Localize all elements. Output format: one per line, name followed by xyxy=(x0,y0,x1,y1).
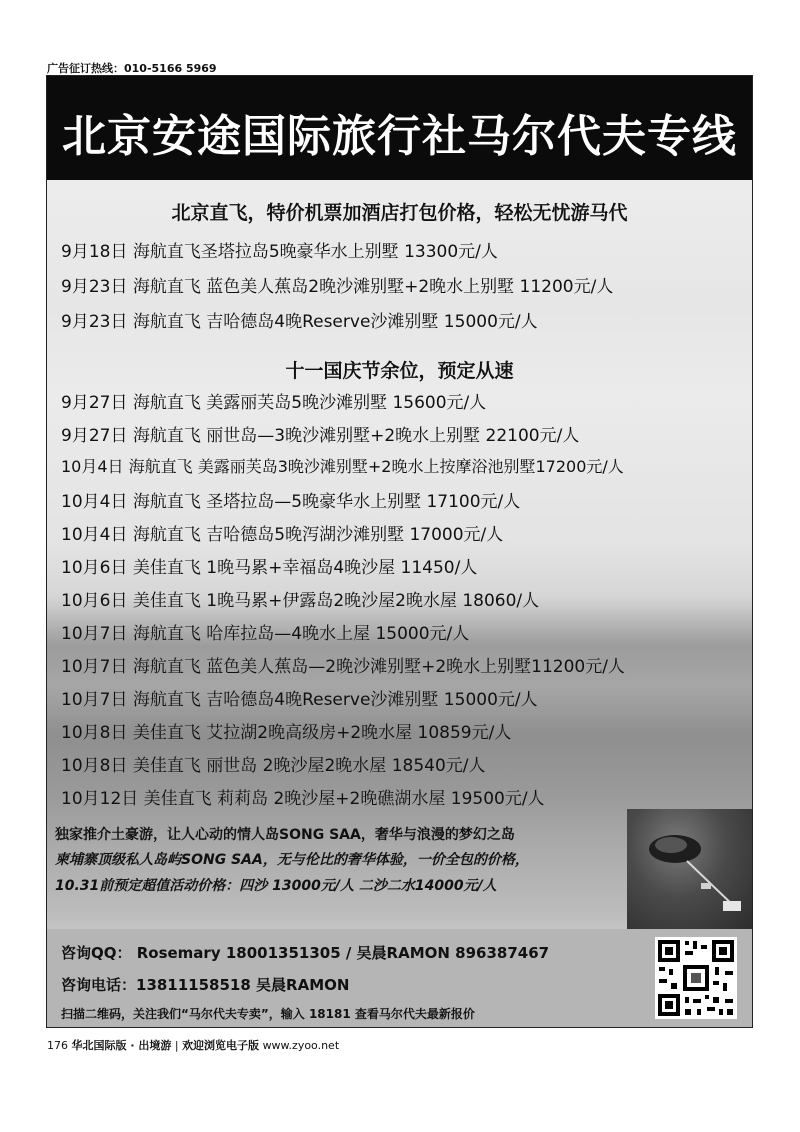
tour-item: 10月4日 海航直飞 吉哈德岛5晚泻湖沙滩别墅 17000元/人 xyxy=(61,525,504,545)
qr-code-graphic xyxy=(655,937,737,1019)
banner-title: 北京安途国际旅行社马尔代夫专线 xyxy=(62,111,737,162)
tour-item: 9月27日 海航直飞 美露丽芙岛5晚沙滩别墅 15600元/人 xyxy=(61,393,487,413)
page-number: 176 xyxy=(47,1039,68,1052)
tour-item: 9月23日 海航直飞 吉哈德岛4晚Reserve沙滩别墅 15000元/人 xyxy=(61,312,538,332)
tour-item: 9月27日 海航直飞 丽世岛—3晚沙滩别墅+2晚水上别墅 22100元/人 xyxy=(61,426,580,446)
tour-item: 10月7日 海航直飞 哈库拉岛—4晚水上屋 15000元/人 xyxy=(61,624,470,644)
tour-item: 10月8日 美佳直飞 艾拉湖2晚高级房+2晚水屋 10859元/人 xyxy=(61,723,512,743)
footer-separator: | xyxy=(174,1039,179,1052)
publication-name: 华北国际版 · 出境游 xyxy=(71,1039,172,1052)
promo-line: 柬埔寨顶级私人岛屿SONG SAA，无与伦比的奢华体验，一价全包的价格， xyxy=(55,852,529,868)
tour-item: 10月6日 美佳直飞 1晚马累+幸福岛4晚沙屋 11450/人 xyxy=(61,558,478,578)
contact-panel xyxy=(47,929,752,1028)
island-photo xyxy=(627,809,753,929)
tour-item: 10月12日 美佳直飞 莉莉岛 2晚沙屋+2晚礁湖水屋 19500元/人 xyxy=(61,789,545,809)
footer-url: www.zyoo.net xyxy=(262,1039,340,1052)
advertisement-panel xyxy=(46,75,753,1028)
page-footer xyxy=(47,1037,339,1053)
tour-item: 10月7日 海航直飞 蓝色美人蕉岛—2晚沙滩别墅+2晚水上别墅11200元/人 xyxy=(61,657,625,677)
contact-phone: 咨询电话：13811158518 吴晨RAMON xyxy=(61,976,350,994)
contact-qq: 咨询QQ： Rosemary 18001351305 / 吴晨RAMON 896387467 xyxy=(61,944,550,962)
tour-item: 10月4日 海航直飞 圣塔拉岛—5晚豪华水上别墅 17100元/人 xyxy=(61,492,521,512)
tour-item: 10月7日 海航直飞 吉哈德岛4晚Reserve沙滩别墅 15000元/人 xyxy=(61,690,538,710)
promo-line: 10.31前预定超值活动价格：四沙 13000元/人 二沙二水14000元/人 xyxy=(55,878,497,894)
tour-item: 9月23日 海航直飞 蓝色美人蕉岛2晚沙滩别墅+2晚水上别墅 11200元/人 xyxy=(61,277,614,297)
island-illustration xyxy=(627,809,753,929)
footer-web-note: 欢迎浏览电子版 xyxy=(182,1039,260,1052)
tour-item: 10月4日 海航直飞 美露丽芙岛3晚沙滩别墅+2晚水上按摩浴池别墅17200元/人 xyxy=(61,457,624,476)
tour-item: 9月18日 海航直飞圣塔拉岛5晚豪华水上别墅 13300元/人 xyxy=(61,242,498,262)
tour-item: 10月6日 美佳直飞 1晚马累+伊露岛2晚沙屋2晚水屋 18060/人 xyxy=(61,591,540,611)
ad-hotline: 广告征订热线：010-5166 5969 xyxy=(47,62,217,75)
section1-heading: 北京直飞，特价机票加酒店打包价格，轻松无忧游马代 xyxy=(171,202,628,224)
promo-line: 独家推介土豪游，让人心动的情人岛SONG SAA，奢华与浪漫的梦幻之岛 xyxy=(55,827,515,843)
contact-scan-note: 扫描二维码，关注我们“马尔代夫专卖”，输入 18181 查看马尔代夫最新报价 xyxy=(61,1007,475,1021)
qr-code-icon xyxy=(655,937,737,1019)
tour-item: 10月8日 美佳直飞 丽世岛 2晚沙屋2晚水屋 18540元/人 xyxy=(61,756,486,776)
section2-heading: 十一国庆节余位，预定从速 xyxy=(285,360,514,382)
title-banner xyxy=(47,76,752,180)
